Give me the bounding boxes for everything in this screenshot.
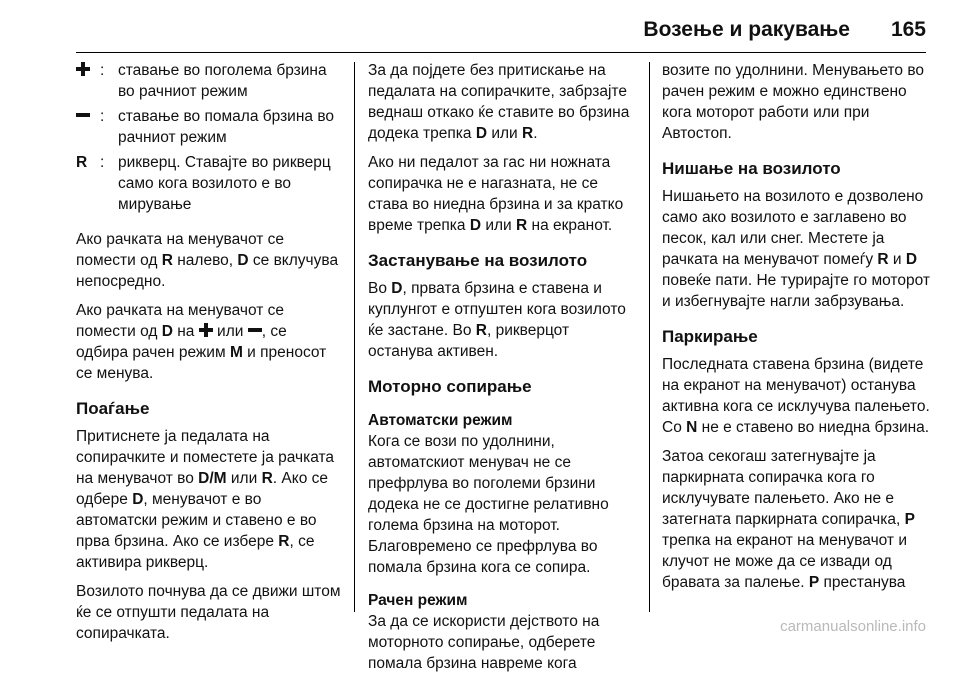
paragraph: Притиснете ја педалата на сопирачките и поместете ја рачката на менувачот во D/M или R. Ако се одбере D, менувачот е во автоматски режим и ставено е во прва брзина. Ако се избере R, се активира рикверц. <box>76 428 335 571</box>
list-item-text: ставање во помала брзина во рачниот режим <box>118 108 335 146</box>
subheading-automatic-mode: Автоматски режим <box>368 412 513 429</box>
page-header <box>0 0 960 60</box>
header-divider <box>76 52 926 53</box>
minus-icon <box>248 323 262 337</box>
list-item: R : рикверц. Ставајте во рикверц само кога возилото е во мирување <box>76 152 342 215</box>
column-left <box>76 60 342 652</box>
column-divider <box>354 62 355 612</box>
heading-parking: Паркирање <box>662 327 758 346</box>
list-item: : ставање во помала брзина во рачниот режим <box>76 106 342 148</box>
column-divider <box>649 62 650 612</box>
paragraph: Кога се вози по удолнини, автоматскиот менувач не се префрлува во поголеми брзини додека не се достигне релативно голема брзина на моторот. Благовремено се префрлува во помала брзина кога се сопира. <box>368 433 609 576</box>
paragraph: Ако ни педалот за гас ни ножната сопирачка не е нагазната, не се става во ниедна брзина и за кратко време трепка D или R на екранот. <box>368 154 624 234</box>
paragraph: Последната ставена брзина (видете на екранот на менувачот) останува активна кога се исклучува палењето. Со N не е ставено во ниедна брзина. <box>662 356 930 436</box>
list-item: : ставање во поголема брзина во рачниот режим <box>76 60 342 102</box>
paragraph: Ако рачката на менувачот се помести од R налево, D се вклучува непосредно. <box>76 231 339 290</box>
list-item-text: рикверц. Ставајте во рикверц само кога возилото е во мирување <box>118 154 331 213</box>
list-item-text: ставање во поголема брзина во рачниот режим <box>118 62 327 100</box>
watermark: carmanualsonline.info <box>780 618 926 635</box>
section-title: Возење и ракување <box>643 18 850 41</box>
paragraph: Возилото почнува да се движи штом ќе се отпушти педалата на сопирачката. <box>76 583 341 642</box>
plus-icon <box>76 62 90 76</box>
paragraph: возите по удолнини. Менувањето во рачен режим е можно единствено кога моторот работи или при Автостоп. <box>662 62 925 142</box>
column-middle <box>368 60 636 682</box>
paragraph: Во D, првата брзина е ставена и куплунгот е отпуштен кога возилото ќе застане. Во R, рикверцот останува активен. <box>368 280 626 360</box>
paragraph: За да појдете без притискање на педалата на сопирачките, забрзајте веднаш откако ќе ставите во брзина додека трепка D или R. <box>368 62 630 142</box>
minus-icon <box>76 108 90 122</box>
page-number: 165 <box>890 18 926 41</box>
paragraph: Ако рачката на менувачот се помести од D на или , се одбира рачен режим M и преносот се менува. <box>76 302 327 382</box>
heading-rocking: Нишање на возилото <box>662 159 841 178</box>
plus-icon <box>199 323 213 337</box>
heading-engine-braking: Моторно сопирање <box>368 377 532 396</box>
subheading-manual-mode: Рачен режим <box>368 592 468 609</box>
paragraph: Затоа секогаш затегнувајте ја паркирната сопирачка кога го исклучувате палењето. Ако не е затегната паркирната сопирачка, P трепка на екранот на менувачот и клучот не може да се извади од бравата за палење. P престанува <box>662 448 915 591</box>
column-right <box>662 60 930 601</box>
paragraph: Нишањето на возилото е дозволено само ако возилото е заглавено во песок, кал или снег. Местете ја рачката на менувачот помеѓу R и D повеќе пати. Не турирајте го моторот и избегнувајте нагли забрзувања. <box>662 188 930 310</box>
heading-starting-off: Поаѓање <box>76 399 150 418</box>
heading-stopping: Застанување на возилото <box>368 251 588 270</box>
gear-symbol-list <box>76 60 342 215</box>
paragraph: За да се искористи дејството на моторното сопирање, одберете помала брзина навреме кога <box>368 613 600 672</box>
list-item-symbol: R <box>76 154 88 171</box>
